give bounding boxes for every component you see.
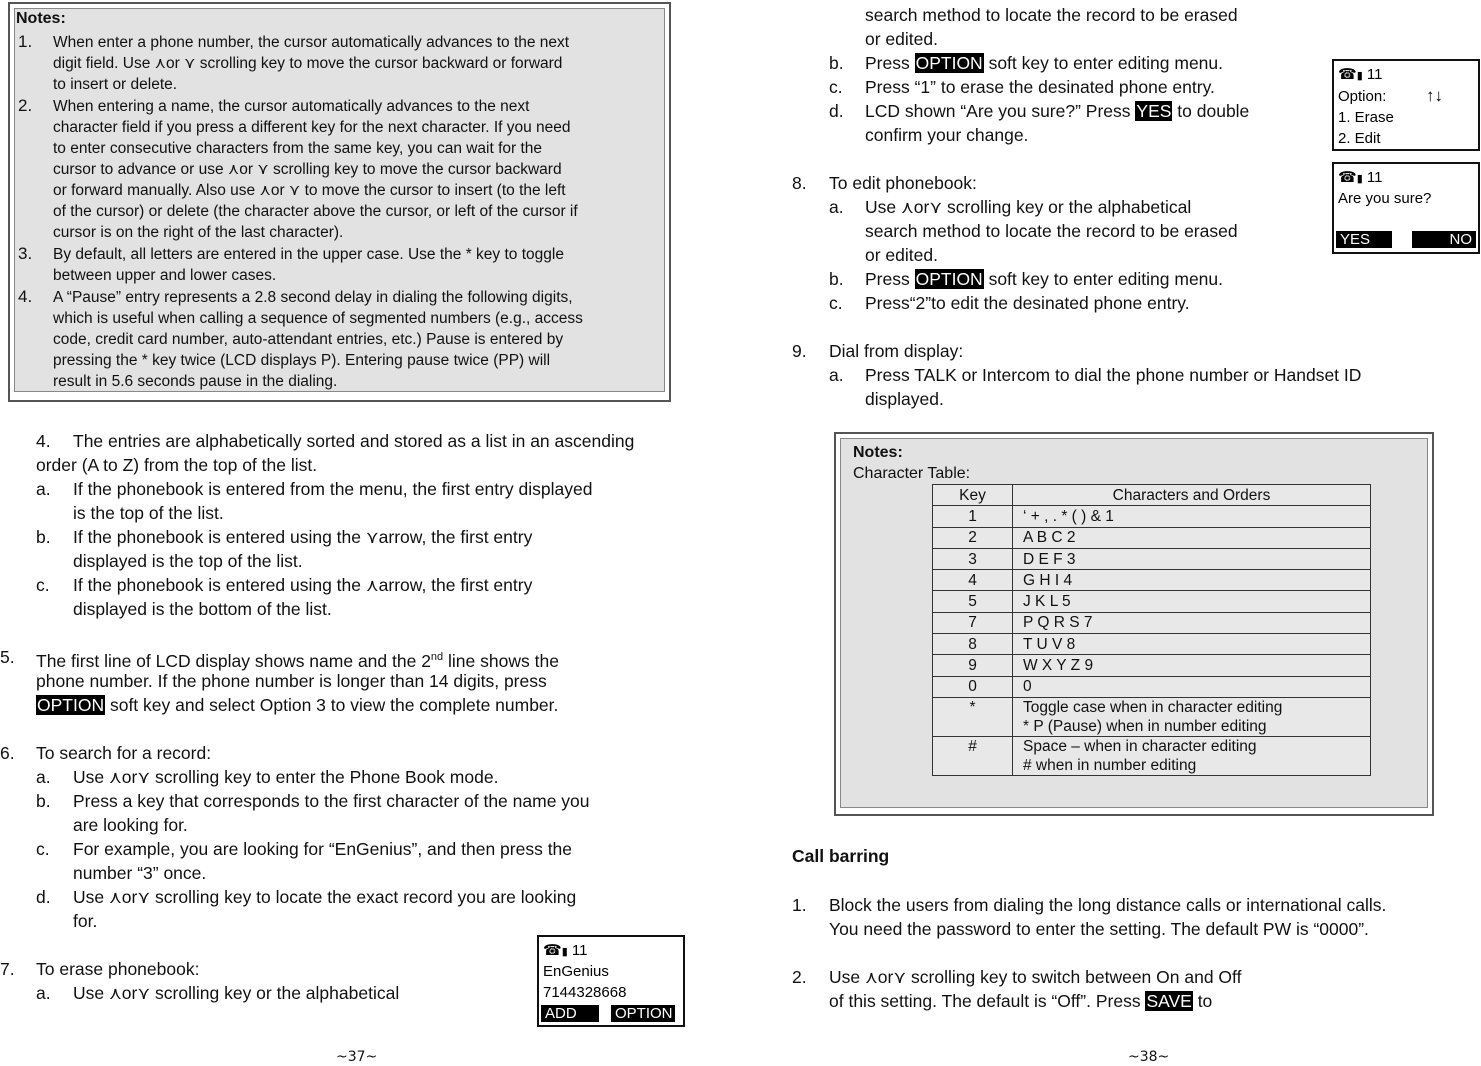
phone-icon: ☎ <box>1338 66 1357 83</box>
up-down-arrows-icon: ↑↓ <box>1426 86 1443 105</box>
note-number: 4. <box>18 287 33 306</box>
chars-cell: W X Y Z 9 <box>1013 655 1371 676</box>
note-line: cursor is on the right of the last character). <box>53 224 344 241</box>
lcd-number: 11 <box>571 942 588 959</box>
cb1-line2: You need the password to enter the setting. The default PW is “0000”. <box>829 919 1369 939</box>
phone-icon: ☎ <box>543 942 562 959</box>
character-table <box>932 484 1371 776</box>
s8-a1: Use ⋏or⋎ scrolling key or the alphabetical <box>865 197 1192 217</box>
key-cell: 1 <box>933 506 1013 527</box>
note-line: code, credit card number, auto-attendant entries, etc.) Pause is entered by <box>53 331 564 348</box>
s6-b-label: b. <box>36 791 51 811</box>
s4-line2: order (A to Z) from the top of the list. <box>36 455 318 475</box>
s6-title: To search for a record: <box>36 743 212 763</box>
s8-a2: search method to locate the record to be erased <box>865 221 1238 241</box>
s4-num: 4. <box>36 431 51 451</box>
lcd-add-softkey: ADD <box>541 1005 599 1022</box>
cb2-line2: of this setting. The default is “Off”. Press SAVE to <box>829 991 1213 1011</box>
s4-c-label: c. <box>36 575 50 595</box>
key-cell: 5 <box>933 591 1013 612</box>
table-row <box>933 591 1371 612</box>
key-cell: 9 <box>933 655 1013 676</box>
table-row <box>933 697 1371 736</box>
s5-line2: phone number. If the phone number is longer than 14 digits, press <box>36 671 547 691</box>
note-line: or forward manually. Also use ⋏or ⋎ to move the cursor to insert (to the left <box>53 182 566 199</box>
s4-c1: If the phonebook is entered using the ⋏arrow, the first entry <box>73 575 533 595</box>
table-row <box>933 527 1371 548</box>
key-cell: * <box>933 697 1013 736</box>
char-notes-title: Notes: <box>853 444 903 461</box>
s9-num: 9. <box>792 341 807 361</box>
s9-a2: displayed. <box>865 389 944 409</box>
notes-title: Notes: <box>16 10 66 27</box>
chars-cell: D E F 3 <box>1013 548 1371 569</box>
lcd-erase-item: 1. Erase <box>1338 109 1394 126</box>
note-line: to insert or delete. <box>53 76 178 93</box>
s6-d-label: d. <box>36 887 51 907</box>
chars-cell: 0 <box>1013 676 1371 697</box>
s6-b2: are looking for. <box>73 815 188 835</box>
table-row <box>933 655 1371 676</box>
s4-line1: The entries are alphabetically sorted and stored as a list in an ascending <box>73 431 635 451</box>
chars-cell: J K L 5 <box>1013 591 1371 612</box>
note-line: When enter a phone number, the cursor automatically advances to the next <box>53 34 570 51</box>
s8-a3: or edited. <box>865 245 938 265</box>
key-cell: 7 <box>933 612 1013 633</box>
s7-a: Use ⋏or⋎ scrolling key or the alphabetical <box>73 983 400 1003</box>
battery-icon: ▮ <box>1356 70 1363 82</box>
key-cell: 3 <box>933 548 1013 569</box>
chars-cell: A B C 2 <box>1013 527 1371 548</box>
phone-icon: ☎ <box>1338 169 1357 186</box>
note-line: which is useful when calling a sequence of segmented numbers (e.g., access <box>53 310 583 327</box>
s8-b-label: b. <box>829 269 844 289</box>
s5-line3: OPTION soft key and select Option 3 to view the complete number. <box>37 695 559 715</box>
key-cell: # <box>933 736 1013 775</box>
key-cell: 2 <box>933 527 1013 548</box>
table-row <box>933 570 1371 591</box>
table-header-cell: Key <box>933 485 1013 506</box>
lcd-yes-softkey: YES <box>1336 231 1392 248</box>
r-top1: search method to locate the record to be erased <box>865 5 1238 25</box>
table-row <box>933 736 1371 775</box>
cb1-line1: Block the users from dialing the long distance calls or international calls. <box>829 895 1387 915</box>
r-c-label: c. <box>829 77 843 97</box>
table-header-cell: Characters and Orders <box>1013 485 1371 506</box>
r-b: Press OPTION soft key to enter editing menu. <box>865 53 1224 73</box>
s4-b-label: b. <box>36 527 51 547</box>
note-number: 3. <box>18 244 33 263</box>
s9-a1: Press TALK or Intercom to dial the phone number or Handset ID <box>865 365 1362 385</box>
lcd-phone: 7144328668 <box>543 984 627 1001</box>
call-barring-heading: Call barring <box>792 846 890 866</box>
s7-num: 7. <box>0 959 15 979</box>
s7-title: To erase phonebook: <box>36 959 200 979</box>
s4-a1: If the phonebook is entered from the menu, the first entry displayed <box>73 479 593 499</box>
s4-b1: If the phonebook is entered using the ⋎arrow, the first entry <box>73 527 533 547</box>
s8-c: Press“2”to edit the desinated phone entry. <box>865 293 1190 313</box>
s6-num: 6. <box>0 743 15 763</box>
save-key-label: SAVE <box>1146 991 1192 1011</box>
cb2-num: 2. <box>792 967 807 987</box>
page-number-right: ~38~ <box>1128 1049 1170 1065</box>
s5-line1: The first line of LCD display shows name and the 2nd line shows the <box>36 650 559 671</box>
chars-cell: Space – when in character editing # when in number editing <box>1013 736 1371 775</box>
table-row <box>933 676 1371 697</box>
s9-title: Dial from display: <box>829 341 964 361</box>
table-row <box>933 612 1371 633</box>
chars-cell: T U V 8 <box>1013 634 1371 655</box>
note-line: character field if you press a different key for the next character. If you need <box>53 119 571 136</box>
s6-d2: for. <box>73 911 98 931</box>
s4-a2: is the top of the list. <box>73 503 224 523</box>
battery-icon: ▮ <box>561 946 568 958</box>
s6-b1: Press a key that corresponds to the first character of the name you <box>73 791 590 811</box>
s6-c2: number “3” once. <box>73 863 207 883</box>
s6-c-label: c. <box>36 839 50 859</box>
r-c: Press “1” to erase the desinated phone entry. <box>865 77 1215 97</box>
table-row <box>933 506 1371 527</box>
note-line: between upper and lower cases. <box>53 267 277 284</box>
note-number: 2. <box>18 96 33 115</box>
key-cell: 8 <box>933 634 1013 655</box>
note-line: to enter consecutive characters from the same key, you can wait for the <box>53 140 543 157</box>
note-line: digit field. Use ⋏or ⋎ scrolling key to move the cursor backward or forward <box>53 55 563 72</box>
lcd-option-softkey: OPTION <box>611 1005 675 1022</box>
note-line: pressing the * key twice (LCD displays P). Entering pause twice (PP) will <box>53 352 551 369</box>
s5-num: 5. <box>0 647 15 667</box>
chars-cell: Toggle case when in character editing * P (Pause) when in number editing <box>1013 697 1371 736</box>
lcd-confirm <box>1332 162 1480 254</box>
s4-c2: displayed is the bottom of the list. <box>73 599 332 619</box>
lcd-number: 11 <box>1366 66 1383 83</box>
s8-b: Press OPTION soft key to enter editing menu. <box>865 269 1224 289</box>
r-d-label: d. <box>829 101 844 121</box>
lcd-edit-item: 2. Edit <box>1338 130 1381 147</box>
lcd-option-menu <box>1332 59 1480 151</box>
note-line: A “Pause” entry represents a 2.8 second delay in dialing the following digits, <box>53 289 573 306</box>
lcd-question: Are you sure? <box>1338 190 1432 207</box>
option-key-label: OPTION <box>37 695 105 715</box>
s7-a-label: a. <box>36 983 51 1003</box>
note-line: When entering a name, the cursor automatically advances to the next <box>53 98 530 115</box>
chars-cell: ‘ + , . * ( ) & 1 <box>1013 506 1371 527</box>
s4-a-label: a. <box>36 479 51 499</box>
s4-b2: displayed is the top of the list. <box>73 551 303 571</box>
lcd-phonebook-entry <box>537 935 685 1027</box>
r-d2: confirm your change. <box>865 125 1029 145</box>
s8-num: 8. <box>792 173 807 193</box>
note-line: of the cursor) or delete (the character above the cursor, or left of the cursor if <box>53 203 578 220</box>
note-line: By default, all letters are entered in the upper case. Use the * key to toggle <box>53 246 564 263</box>
table-row <box>933 548 1371 569</box>
s6-d1: Use ⋏or⋎ scrolling key to locate the exact record you are looking <box>73 887 577 907</box>
s8-c-label: c. <box>829 293 843 313</box>
s8-a-label: a. <box>829 197 844 217</box>
s8-title: To edit phonebook: <box>829 173 977 193</box>
note-line: result in 5.6 seconds pause in the dialing. <box>53 373 338 390</box>
chars-cell: P Q R S 7 <box>1013 612 1371 633</box>
table-row <box>933 634 1371 655</box>
lcd-option-label: Option: <box>1338 88 1387 105</box>
cb2-line1: Use ⋏or⋎ scrolling key to switch between On and Off <box>829 967 1242 987</box>
char-table-title: Character Table: <box>853 465 971 482</box>
r-top2: or edited. <box>865 29 938 49</box>
s6-a-label: a. <box>36 767 51 787</box>
r-b-label: b. <box>829 53 844 73</box>
s6-c1: For example, you are looking for “EnGenius”, and then press the <box>73 839 573 859</box>
note-number: 1. <box>18 32 33 51</box>
s6-a: Use ⋏or⋎ scrolling key to enter the Phone Book mode. <box>73 767 499 787</box>
cb1-num: 1. <box>792 895 807 915</box>
s9-a-label: a. <box>829 365 844 385</box>
note-line: cursor to advance or use ⋏or ⋎ scrolling key to move the cursor backward <box>53 161 562 178</box>
battery-icon: ▮ <box>1356 173 1363 185</box>
r-d: LCD shown “Are you sure?” Press YES to double <box>865 101 1250 121</box>
table-header-row <box>933 485 1371 506</box>
key-cell: 4 <box>933 570 1013 591</box>
lcd-no-softkey: NO <box>1412 231 1476 248</box>
key-cell: 0 <box>933 676 1013 697</box>
lcd-name: EnGenius <box>543 963 609 980</box>
page-number-left: ~37~ <box>336 1049 378 1065</box>
chars-cell: G H I 4 <box>1013 570 1371 591</box>
lcd-number: 11 <box>1366 169 1383 186</box>
